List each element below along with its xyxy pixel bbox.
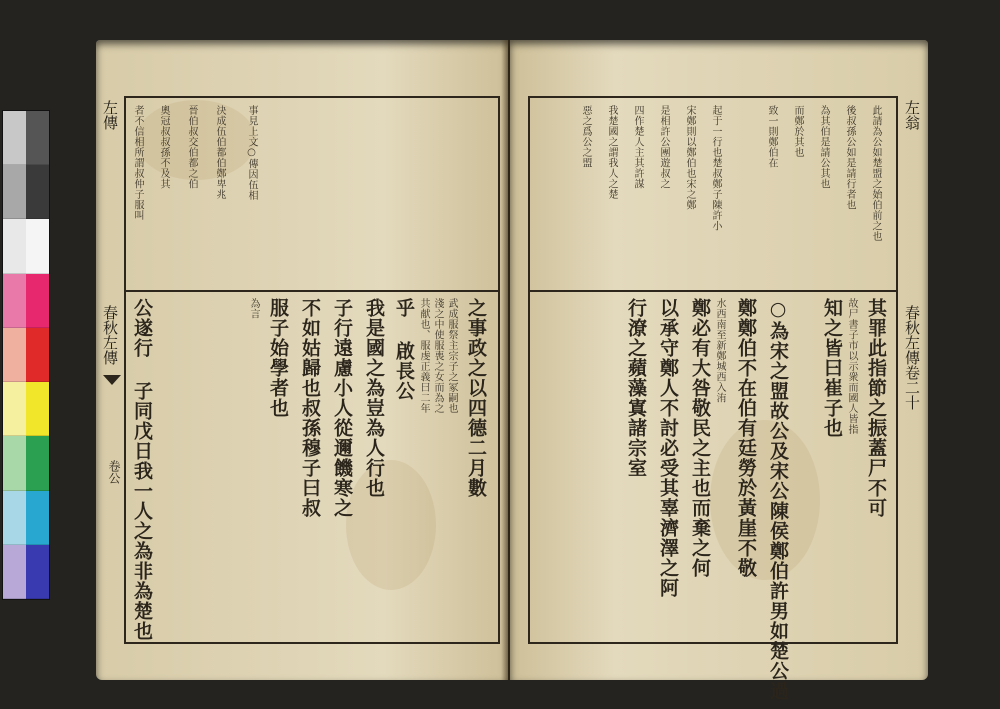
left-main-column: 淺之中使服喪之女而為之: [432, 298, 443, 414]
color-swatch: [3, 491, 26, 545]
left-margin-title-lower: 春秋左傳: [101, 305, 119, 365]
right-upper-column: 為其伯是請公其也: [818, 105, 829, 189]
left-main-column: 公遂行 子同戊日我一人之為非為楚也: [131, 298, 153, 641]
right-main-column: 其罪此指節之振蓋尸不可: [865, 298, 887, 518]
left-main-column: 乎 啟長公: [393, 298, 415, 401]
right-margin-title-lower: 春秋左傳卷二十: [903, 305, 921, 410]
right-upper-column: 我楚國之謂我人之楚: [606, 105, 617, 200]
color-swatch: [26, 111, 49, 165]
color-swatch: [3, 219, 26, 273]
right-upper-column: 起于一行也楚叔鄭子陳許小: [710, 105, 721, 231]
left-upper-column: 決成伍伯都伯鄭卑兆: [214, 105, 225, 200]
right-upper-column: 而鄭於其也: [792, 105, 803, 158]
right-main-column: 故尸書子市以示衆而國人皆指: [846, 298, 857, 435]
color-swatch: [3, 436, 26, 490]
right-main-column: 鄭必有大咎敬民之主也而棄之何: [689, 298, 711, 578]
right-upper-column: 此請為公如楚盟之始伯前之也: [870, 105, 881, 242]
right-upper-column: 宋鄭則以鄭伯也宋之鄭: [684, 105, 695, 210]
color-swatch: [3, 165, 26, 219]
right-main-column: 知之皆曰崔子也: [821, 298, 843, 438]
right-upper-column: 致一則鄭伯在: [766, 105, 777, 168]
right-upper-column: 後叔孫公如是請行者也: [844, 105, 855, 210]
left-main-column: 不如姑歸也叔孫穆子曰叔: [299, 298, 321, 518]
color-swatch: [26, 382, 49, 436]
left-margin-title-upper: 左傳: [101, 100, 119, 130]
left-main-column: 服子始學者也: [267, 298, 289, 418]
page-number: 卷公: [107, 460, 121, 484]
right-margin-title-upper: 左翁: [903, 100, 921, 130]
right-upper-column: 是相許公團遊叔之: [658, 105, 669, 189]
left-main-column: 武成服祭主宗子之冢嗣也: [446, 298, 457, 414]
right-main-column: ○為宋之盟故公及宋公陳侯鄭伯許男如楚公過: [767, 298, 789, 701]
right-upper-column: 惡之爲公之盟: [580, 105, 591, 168]
right-page: [510, 40, 928, 701]
left-main-column: 之事政之以四德二月數: [465, 298, 487, 498]
color-swatch: [26, 328, 49, 382]
color-swatch: [26, 219, 49, 273]
left-main-column: 我是國之為豈為人行也: [363, 298, 385, 498]
left-upper-column: 事見上文○傳因伍相: [246, 105, 257, 201]
color-swatch: [3, 274, 26, 328]
color-swatch: [3, 111, 26, 165]
right-main-column: 鄭鄭伯不在伯有廷勞於黃崖不敬: [735, 298, 757, 578]
right-main-column: 行潦之蘋藻寘諸宗室: [625, 298, 647, 478]
color-swatch: [26, 436, 49, 490]
left-main-column: 共献也、服虔正義曰二年: [418, 298, 429, 414]
right-main-column: 水西南至新鄭城西入洧: [714, 298, 725, 403]
right-main-column: 以承守鄭人不討必受其辜濟澤之阿: [657, 298, 679, 598]
left-upper-column: 晉伯叔交伯都之伯: [186, 105, 197, 189]
left-page: [96, 40, 508, 680]
color-calibration-strip: [2, 110, 50, 600]
color-swatch: [26, 274, 49, 328]
color-swatch: [3, 545, 26, 599]
left-upper-column: 者不信相所謂叔仲子服叫: [132, 105, 143, 221]
open-book: [96, 40, 928, 701]
color-swatch: [26, 545, 49, 599]
color-swatch: [26, 165, 49, 219]
color-swatch: [3, 328, 26, 382]
color-swatch: [3, 382, 26, 436]
color-swatch: [26, 491, 49, 545]
left-main-column: 為言: [248, 298, 259, 319]
left-upper-column: 奧冠叔叔孫不及其: [158, 105, 169, 189]
left-main-column: 子行遠慮小人從邇饑寒之: [331, 298, 353, 518]
right-upper-column: 四作楚人主其許謀: [632, 105, 643, 189]
